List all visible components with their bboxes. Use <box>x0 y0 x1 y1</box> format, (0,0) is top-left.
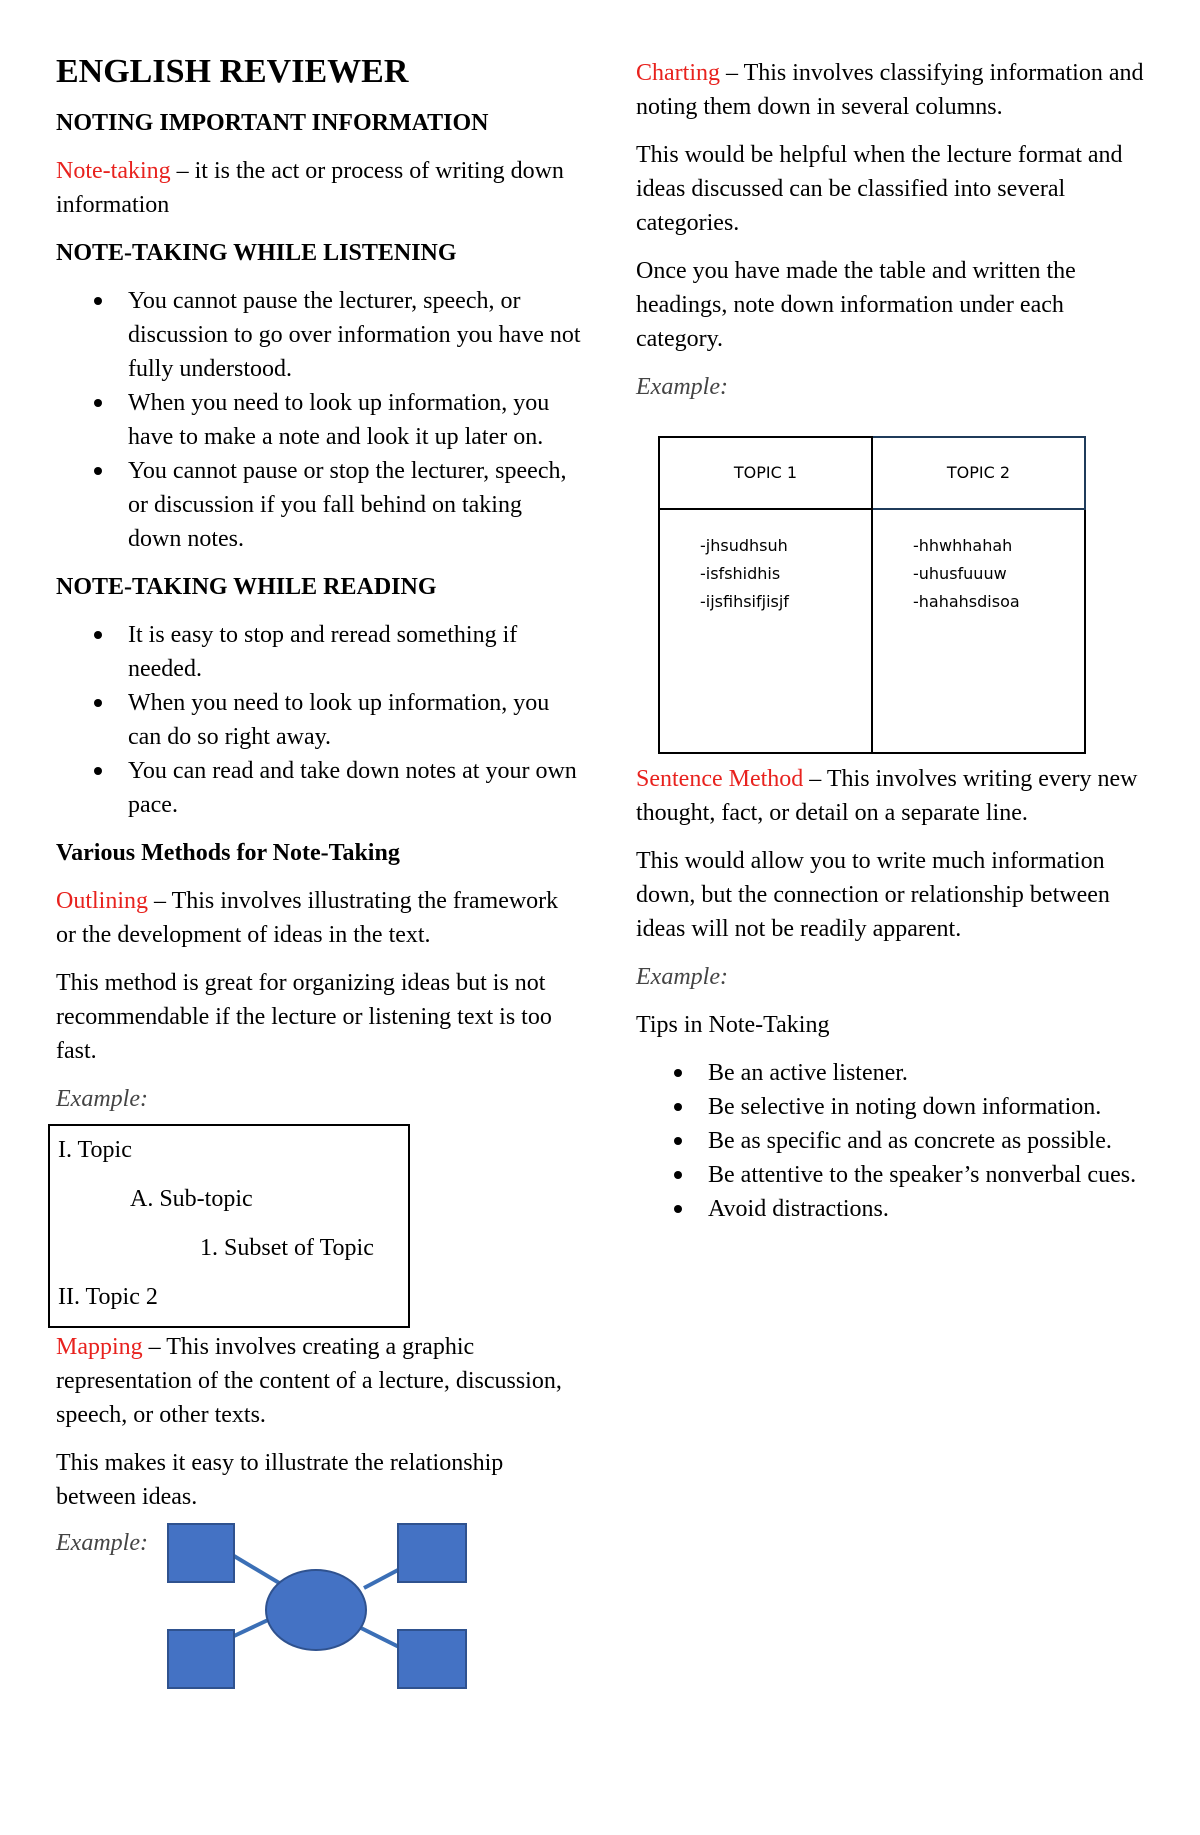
table-entry: -jhsudhsuh <box>700 536 788 555</box>
section-heading-listening: NOTE-TAKING WHILE LISTENING <box>56 240 457 266</box>
table-entry: -isfshidhis <box>700 564 781 583</box>
term-mapping: Mapping <box>56 1334 143 1360</box>
list-item: You can read and take down notes at your own pace. <box>128 754 581 822</box>
outline-subtopic: A. Sub-topic <box>130 1186 253 1212</box>
outline-topic1: I. Topic <box>58 1137 132 1163</box>
table-entry: -ijsfihsifjisjf <box>700 592 789 611</box>
term-outlining: Outlining <box>56 888 149 914</box>
mapping-definition <box>56 1330 581 1432</box>
sentence-method-note: This would allow you to write much information down, but the connection or relationship between ideas will not be readily apparent. <box>636 848 1110 942</box>
methods-heading: Various Methods for Note-Taking <box>56 840 400 866</box>
table-cell-topic-1 <box>659 509 872 753</box>
list-item: Be selective in noting down information. <box>708 1090 1156 1124</box>
list-item: When you need to look up information, you have to make a note and look it up later on. <box>128 386 581 454</box>
table-header-row <box>659 437 1085 509</box>
list-item: Be attentive to the speaker’s nonverbal cues. <box>708 1158 1156 1192</box>
sentence-method-definition-text: – This involves writing every new thought, fact, or detail on a separate line. <box>636 766 1138 826</box>
list-item: Avoid distractions. <box>708 1192 1156 1226</box>
listening-list <box>56 284 581 556</box>
charting-definition <box>636 56 1156 124</box>
table-header-topic-1: TOPIC 1 <box>659 437 872 509</box>
outline-subset: 1. Subset of Topic <box>200 1235 374 1261</box>
note-taking-definition-text: – it is the act or process of writing down information <box>56 158 564 218</box>
charting-note-2: Once you have made the table and written the headings, note down information under each category. <box>636 258 1076 352</box>
list-item: You cannot pause the lecturer, speech, or discussion to go over information you have not fully understood. <box>128 284 581 386</box>
outlining-note: This method is great for organizing ideas but is not recommendable if the lecture or listening text is too fast. <box>56 970 552 1064</box>
map-connector <box>361 1628 401 1648</box>
outline-topic2: II. Topic 2 <box>58 1284 158 1310</box>
table-header-topic-2: TOPIC 2 <box>872 437 1085 509</box>
table-entry: -uhusfuuuw <box>913 564 1007 583</box>
list-item: When you need to look up information, you can do so right away. <box>128 686 581 754</box>
outlining-definition-text: – This involves illustrating the framework or the development of ideas in the text. <box>56 888 559 948</box>
map-node-top-left <box>168 1524 234 1582</box>
term-charting: Charting <box>636 60 720 86</box>
left-column <box>56 50 581 1718</box>
note-taking-definition <box>56 154 581 222</box>
section-heading-reading: NOTE-TAKING WHILE READING <box>56 574 437 600</box>
map-connector <box>234 1620 268 1636</box>
section-heading-noting: NOTING IMPORTANT INFORMATION <box>56 110 489 136</box>
charting-note-1: This would be helpful when the lecture format and ideas discussed can be classified into several categories. <box>636 142 1123 236</box>
list-item: Be as specific and as concrete as possible. <box>708 1124 1156 1158</box>
page-title: ENGLISH REVIEWER <box>56 53 409 90</box>
outline-example-box <box>48 1124 410 1328</box>
reading-list <box>56 618 581 822</box>
mind-map-diagram <box>166 1518 486 1708</box>
map-connector <box>364 1570 398 1588</box>
sentence-method-definition <box>636 762 1156 830</box>
sentence-example-label: Example: <box>636 964 728 990</box>
mapping-definition-text: – This involves creating a graphic representation of the content of a lecture, discussion, speech, or other texts. <box>56 1334 562 1428</box>
charting-definition-text: – This involves classifying information and noting them down in several columns. <box>636 60 1144 120</box>
outlining-example-label: Example: <box>56 1086 148 1112</box>
table-entry: -hhwhhahah <box>913 536 1013 555</box>
term-sentence-method: Sentence Method <box>636 766 804 792</box>
tips-list <box>636 1056 1156 1226</box>
list-item: Be an active listener. <box>708 1056 1156 1090</box>
map-center-node <box>266 1570 366 1650</box>
outlining-definition <box>56 884 581 952</box>
table-row <box>659 509 1085 753</box>
map-node-top-right <box>398 1524 466 1582</box>
map-node-bottom-left <box>168 1630 234 1688</box>
map-node-bottom-right <box>398 1630 466 1688</box>
mapping-example-label: Example: <box>56 1530 148 1556</box>
tips-heading: Tips in Note-Taking <box>636 1012 830 1038</box>
charting-example-table <box>658 436 1086 754</box>
list-item: It is easy to stop and reread something if needed. <box>128 618 581 686</box>
charting-example-label: Example: <box>636 374 728 400</box>
list-item: You cannot pause or stop the lecturer, speech, or discussion if you fall behind on taking down notes. <box>128 454 581 556</box>
table-entry: -hahahsdisoa <box>913 592 1020 611</box>
right-column <box>636 56 1156 1240</box>
mapping-note: This makes it easy to illustrate the relationship between ideas. <box>56 1450 504 1510</box>
mapping-example <box>56 1518 581 1718</box>
term-note-taking: Note-taking <box>56 158 171 184</box>
table-cell-topic-2 <box>872 509 1085 753</box>
